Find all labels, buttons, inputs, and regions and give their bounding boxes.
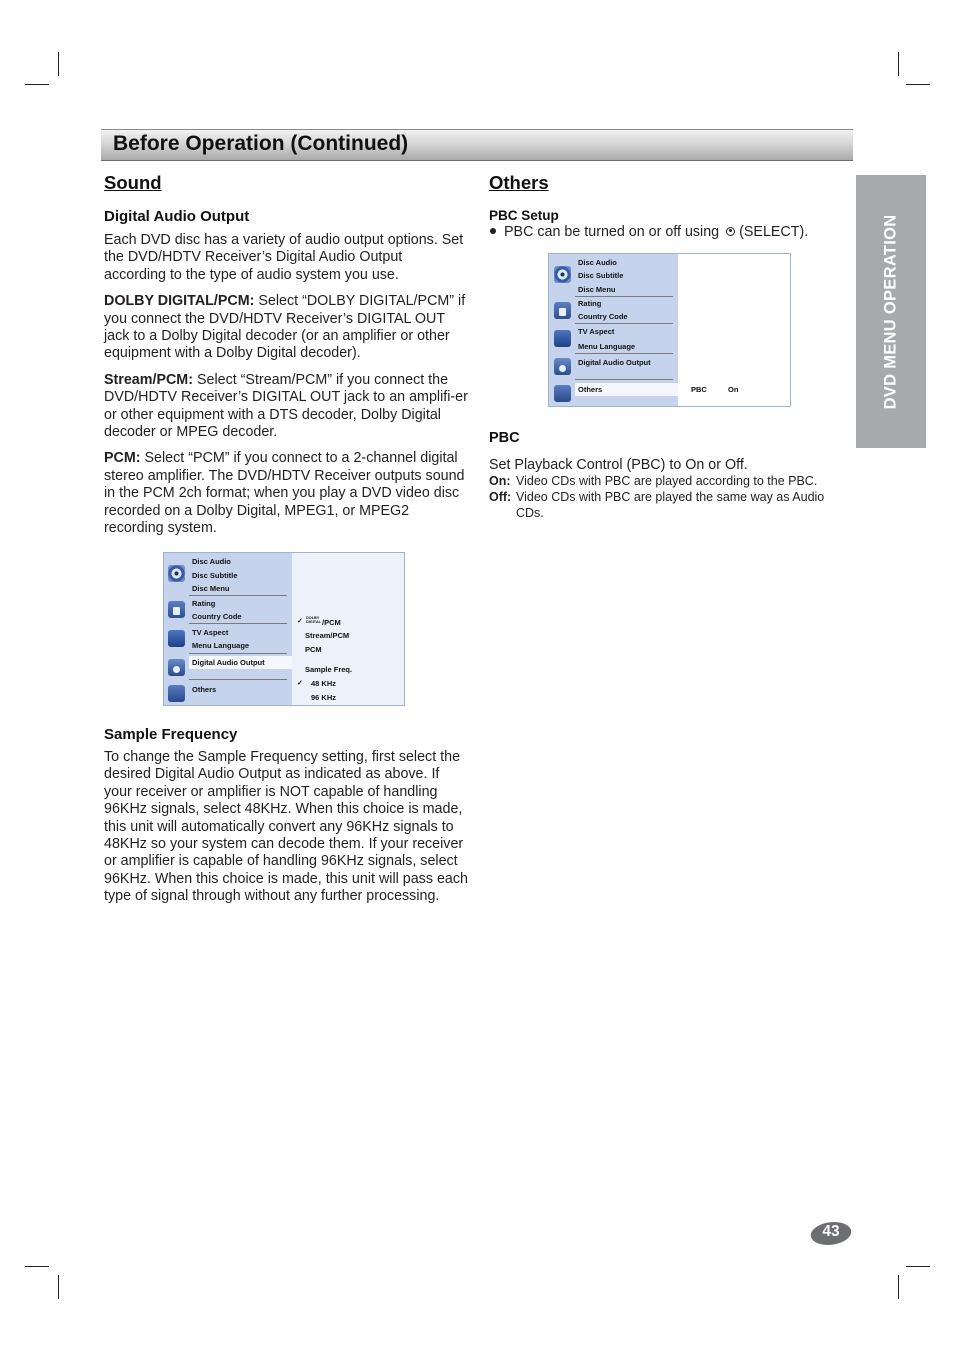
pbc-on-definition [489,474,849,490]
menu-item-country-code: Country Code [578,312,628,321]
osd-options-panel [292,553,404,705]
option-stream-pcm: Stream/PCM [305,631,350,640]
pcm-text: Select “PCM” if you connect to a 2-channel digital stereo amplifier. The DVD/HDTV Receiver outputs sound in the PCM 2ch format; when you play a DVD video disc recorded on a Dolby Digital, MPEG1, or MPEG2 recording system. [104,450,465,537]
menu-divider [189,679,287,680]
pbc-on-text: Video CDs with PBC are played according to the PBC. [516,474,818,489]
menu-item-others: Others [578,385,603,394]
check-icon: ✓ [297,680,303,687]
option-pcm: PCM [305,645,322,654]
menu-divider [575,296,673,297]
tv-icon [168,630,185,647]
others-heading: Others [489,172,549,193]
crop-mark [906,1266,930,1267]
dolby-text: Select “DOLBY DIGITAL/PCM” if you connect the DVD/HDTV Receiver’s DIGITAL OUT jack to a Dolby Digital decoder (or an amplifier or other equipment with a Dolby Digital decoder). [104,293,466,362]
crop-mark [58,1275,59,1299]
menu-divider [189,595,287,596]
option-dolby-pcm: /PCM [322,618,341,627]
menu-divider [575,323,673,324]
pbc-off-definition [489,490,849,521]
menu-item-disc-menu: Disc Menu [192,584,230,593]
dolby-paragraph [104,293,468,363]
pbc-section [489,430,849,521]
sample-frequency-text: To change the Sample Frequency setting, first select the desired Digital Audio Output as indicated as above. If your receiver or amplifier is NOT capable of handling 96KHz signals, select 48KHz. When this choice is made, this unit will automatically convert any 96KHz signals to 48KHz so your system can decode them. If your receiver or amplifier is capable of handling 96KHz signals, select 96KHz. When this choice is made, this unit will pass each type of signal through without any further processing. [104,749,468,905]
pcm-paragraph [104,450,468,537]
pbc-text: Set Playback Control (PBC) to On or Off. [489,457,748,473]
crop-mark [58,52,59,76]
menu-item-rating: Rating [192,599,216,608]
menu-item-country-code: Country Code [192,612,242,621]
dolby-digital-logo [306,616,323,626]
lock-icon [554,302,571,319]
menu-item-disc-audio: Disc Audio [578,258,617,267]
menu-item-digital-audio-output: Digital Audio Output [578,358,651,367]
check-icon: ✓ [297,618,303,625]
stream-paragraph [104,372,468,442]
disc-icon [554,266,571,283]
others-setup-screenshot [548,253,791,407]
others-icon [554,385,571,402]
osd-menu-list [549,254,678,406]
stream-term: Stream/PCM: [104,371,193,388]
pcm-term: PCM: [104,450,141,467]
sound-heading: Sound [104,172,162,193]
page-title: Before Operation (Continued) [113,132,409,155]
pbc-heading: PBC [489,430,520,446]
osd-menu-list [164,553,292,705]
menu-divider [189,653,287,654]
bullet-icon [490,228,496,234]
others-icon [168,685,185,702]
others-column [489,172,849,241]
dolby-term: DOLBY DIGITAL/PCM: [104,293,255,310]
osd-options-panel [678,254,790,406]
title-bar [101,129,853,161]
menu-item-tv-aspect: TV Aspect [578,327,615,336]
pbc-bullet-suffix: (SELECT). [739,224,809,240]
menu-divider [575,353,673,354]
menu-item-disc-menu: Disc Menu [578,285,616,294]
sound-setup-screenshot [163,552,405,706]
option-48khz: 48 KHz [311,679,337,688]
sample-frequency-section [104,726,468,906]
digital-audio-intro: Each DVD disc has a variety of audio output options. Set the DVD/HDTV Receiver’s Digital Audio Output according to the type of audio system you use. [104,232,464,283]
crop-mark [25,1266,49,1267]
menu-divider [189,623,287,624]
pbc-off-term: Off: [489,490,512,504]
menu-item-menu-language: Menu Language [578,342,636,351]
menu-item-digital-audio-output: Digital Audio Output [192,658,265,667]
disc-icon [168,565,185,582]
select-button-icon [726,227,735,236]
pbc-setup-bullet [489,224,849,241]
menu-item-rating: Rating [578,299,602,308]
tv-icon [554,330,571,347]
option-pbc-value: On [728,385,739,394]
pbc-on-term: On: [489,474,511,489]
lock-icon [168,601,185,618]
pbc-definitions [489,474,849,521]
crop-mark [906,84,930,85]
menu-item-others: Others [192,685,217,694]
speaker-icon [554,358,571,375]
menu-item-disc-subtitle: Disc Subtitle [578,271,624,280]
menu-item-menu-language: Menu Language [192,641,250,650]
sample-frequency-heading: Sample Frequency [104,726,238,743]
page-number: 43 [822,1223,840,1240]
section-side-tab [856,175,926,448]
sample-freq-label: Sample Freq. [305,665,353,674]
crop-mark [25,84,49,85]
menu-item-disc-subtitle: Disc Subtitle [192,571,238,580]
pbc-off-text: Video CDs with PBC are played the same way as Audio CDs. [516,490,825,520]
side-tab-label: DVD MENU OPERATION [881,214,900,409]
dolby-logo-top: DOLBY [306,616,320,620]
menu-item-disc-audio: Disc Audio [192,557,231,566]
pbc-setup-heading: PBC Setup [489,208,559,223]
dolby-logo-bottom: DIGITAL [306,620,321,624]
crop-mark [898,1275,899,1299]
digital-audio-output-heading: Digital Audio Output [104,208,250,225]
pbc-bullet-text: PBC can be turned on or off using [504,224,720,240]
option-96khz: 96 KHz [311,693,337,702]
sound-column [104,172,468,538]
option-pbc-label: PBC [691,385,707,394]
page-number-badge [811,1222,851,1245]
menu-divider [575,379,673,380]
crop-mark [898,52,899,76]
speaker-icon [168,659,185,676]
menu-item-tv-aspect: TV Aspect [192,628,229,637]
stream-text: Select “Stream/PCM” if you connect the DVD/HDTV Receiver’s DIGITAL OUT jack to an amplifi-er or other equipment with a DTS decoder, Dolby Digital decoder or MPEG decoder. [104,371,468,441]
